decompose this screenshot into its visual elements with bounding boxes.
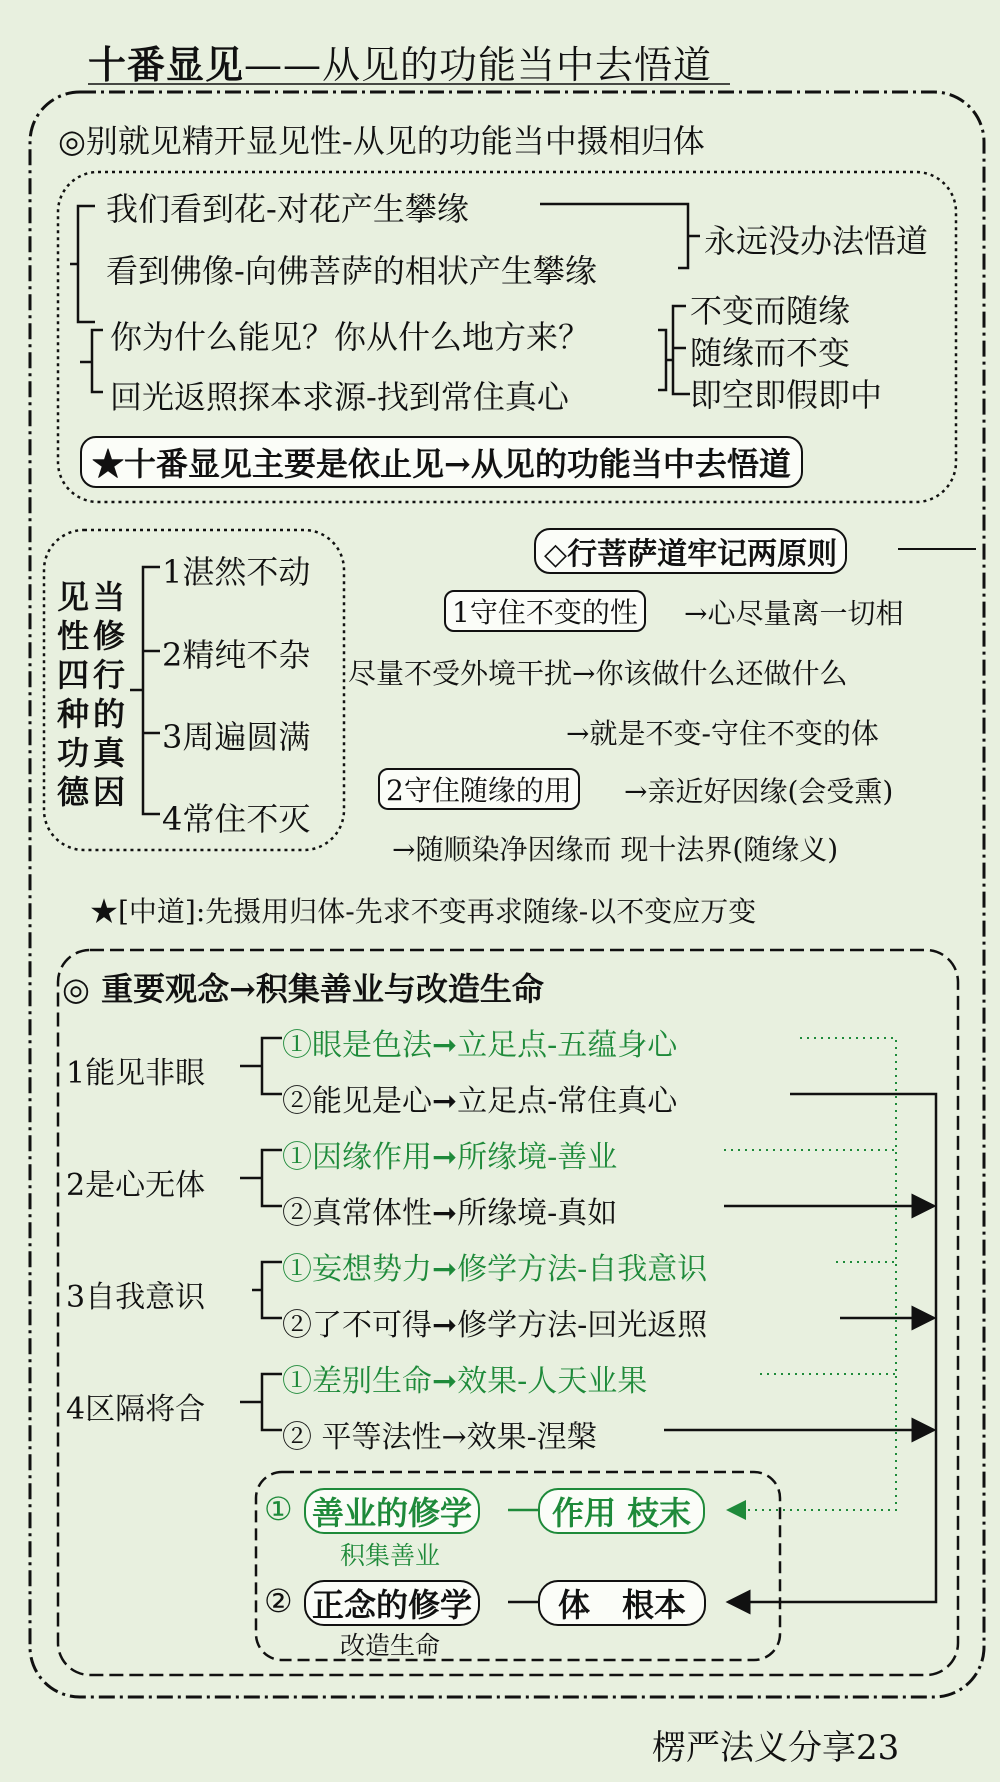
principle-2-label: 2守住随缘的用 [386, 774, 572, 807]
result2-tail-box [538, 1580, 706, 1626]
result-b-3: 即空即假即中 [690, 376, 883, 414]
principle-1-text: →心尽量离一切相 [684, 597, 904, 630]
page-title [88, 34, 712, 89]
principles-header-box [534, 528, 847, 574]
section1-line-3: 你为什么能见？你从什么地方来？ [110, 318, 591, 356]
group-1-a: ①眼是色法➞立足点-五蕴身心 [282, 1028, 678, 1063]
group-4-b: ② 平等法性→效果-涅槃 [282, 1420, 597, 1455]
result-b-1: 不变而随缘 [690, 292, 851, 330]
group-2-a: ①因缘作用➞所缘境-善业 [282, 1140, 618, 1175]
group-3-b: ②了不可得➞修学方法-回光返照 [282, 1308, 708, 1343]
principle-1-line-3: →就是不变-守住不变的体 [566, 717, 879, 750]
virtue-item-2: 2精纯不杂 [162, 636, 311, 674]
result1-num: ① [264, 1490, 293, 1528]
virtue-item-1: 1湛然不动 [162, 553, 311, 591]
result1-tail: 作用 枝末 [552, 1494, 692, 1532]
result1-box [304, 1488, 480, 1534]
result-never-enlightened: 永远没办法悟道 [704, 222, 929, 260]
principle-2-box [378, 768, 580, 810]
title-main: 十番显见 [88, 42, 245, 87]
result1-tail-box [538, 1488, 705, 1534]
result2-num: ② [264, 1582, 293, 1620]
result-b-2: 随缘而不变 [690, 334, 851, 372]
virtue-item-4: 4常住不灭 [162, 800, 311, 838]
virtue-item-3: 3周遍圆满 [162, 718, 311, 756]
star-summary-text: ★十番显见主要是依止见→从见的功能当中去悟道 [92, 445, 791, 483]
section2-heading: ◎ 重要观念→积集善业与改造生命 [62, 970, 544, 1008]
result2-sub: 改造生命 [340, 1631, 441, 1660]
title-dash: —— [244, 43, 323, 87]
principles-header: ◇行菩萨道牢记两原则 [544, 537, 838, 572]
group-4-label: 4区隔将合 [66, 1392, 206, 1427]
group-2-label: 2是心无体 [66, 1168, 206, 1203]
group-1-label: 1能见非眼 [66, 1056, 206, 1091]
section1-line-1: 我们看到花-对花产生攀缘 [106, 190, 469, 228]
principle-2-line-2: →随顺染净因缘而 现十法界(随缘义) [392, 833, 839, 866]
section1-line-2: 看到佛像-向佛菩萨的相状产生攀缘 [106, 252, 597, 290]
title-rest: 从见的功能当中去悟道 [322, 43, 713, 87]
result2-box-text: 正念的修学 [312, 1586, 473, 1624]
principle-1-line-2: 尽量不受外境干扰→你该做什么还做什么 [348, 657, 848, 690]
group-3-label: 3自我意识 [66, 1280, 206, 1315]
principle-1-box [444, 590, 646, 632]
section1-line-4: 回光返照探本求源-找到常住真心 [110, 378, 569, 416]
result2-tail: 体 根本 [558, 1586, 687, 1624]
star-summary-box [80, 436, 803, 488]
group-1-b: ②能见是心➞立足点-常住真心 [282, 1084, 678, 1119]
result1-box-text: 善业的修学 [312, 1494, 473, 1532]
group-4-a: ①差别生命➞效果-人天业果 [282, 1364, 648, 1399]
result2-box [304, 1580, 480, 1626]
group-2-b: ②真常体性➞所缘境-真如 [282, 1196, 618, 1231]
group-3-a: ①妄想势力➞修学方法-自我意识 [282, 1252, 708, 1287]
section1-heading: ◎别就见精开显见性-从见的功能当中摄相归体 [58, 122, 705, 160]
virtues-col2: 当修行的真因 [92, 578, 125, 811]
footer-credit: 楞严法义分享23 [652, 1728, 900, 1768]
principle-2-text: →亲近好因缘(会受熏) [624, 775, 894, 808]
principle-1-label: 1守住不变的性 [452, 596, 638, 629]
result1-sub: 积集善业 [340, 1541, 441, 1570]
virtues-col1: 见性四种功德 [56, 578, 89, 811]
middle-way: ★[中道]:先摄用归体-先求不变再求随缘-以不变应万变 [90, 895, 757, 928]
